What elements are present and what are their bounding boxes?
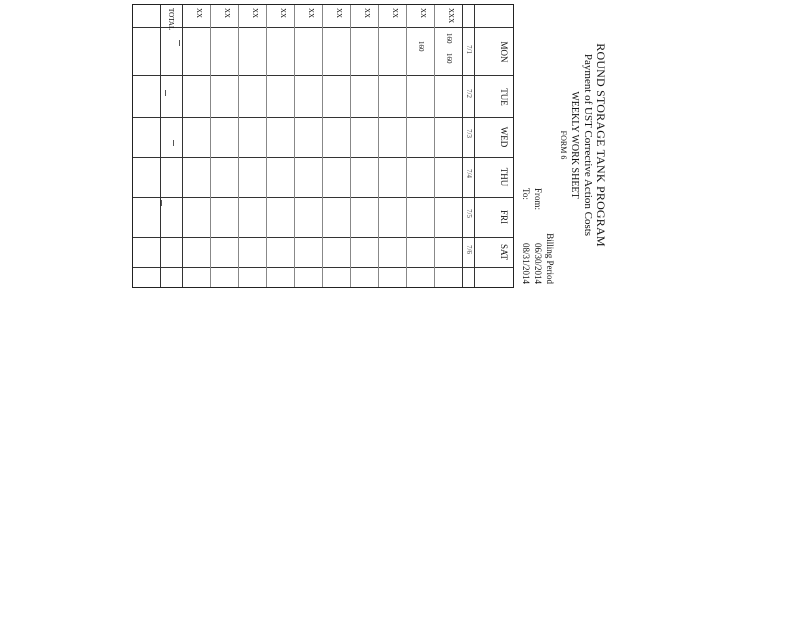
table-rule	[462, 5, 463, 287]
code-cell: XX	[279, 8, 287, 19]
column-header-fri: FRI	[499, 209, 509, 224]
table-rule	[322, 5, 323, 287]
code-cell: XX	[363, 8, 371, 19]
column-header-thu: THU	[499, 167, 509, 187]
table-rule	[238, 5, 239, 287]
date-cell: 7/3	[465, 129, 473, 138]
hours-entry: 160	[445, 53, 453, 64]
table-rule	[182, 5, 183, 287]
table-rule	[406, 5, 407, 287]
table-rule	[133, 117, 513, 118]
scan-mark	[165, 90, 166, 96]
document-page	[130, 0, 610, 290]
scan-mark	[161, 200, 162, 206]
table-rule	[133, 237, 513, 238]
program-title: ROUND STORAGE TANK PROGRAM	[594, 43, 608, 247]
code-cell: XX	[307, 8, 315, 19]
scan-mark	[179, 40, 180, 46]
billing-period-caption: Billing Period	[545, 233, 555, 284]
program-subtitle: Payment of UST Corrective Action Costs	[582, 53, 594, 237]
code-cell: XX	[195, 8, 203, 19]
scan-mark	[173, 140, 174, 146]
code-cell: XX	[335, 8, 343, 19]
code-cell: XX	[223, 8, 231, 19]
date-cell: 7/6	[465, 245, 473, 254]
column-header-wed: WED	[499, 126, 509, 148]
code-cell: XX	[251, 8, 259, 19]
table-rule	[133, 267, 513, 268]
date-cell: 7/1	[465, 45, 473, 54]
table-rule	[133, 75, 513, 76]
table-rule	[160, 5, 161, 287]
table-rule	[378, 5, 379, 287]
totals-label: TOTAL	[167, 8, 175, 31]
form-identifier: FORM 6	[559, 130, 568, 160]
scanned-document	[130, 0, 610, 290]
date-cell: 7/4	[465, 169, 473, 178]
table-rule	[266, 5, 267, 287]
table-rule	[210, 5, 211, 287]
table-rule	[133, 157, 513, 158]
table-rule	[133, 27, 513, 28]
column-header-mon: MON	[499, 41, 509, 63]
sheet-title: WEEKLY WORK SHEET	[569, 91, 580, 199]
billing-to-row	[520, 188, 532, 284]
weekly-work-table	[132, 4, 514, 288]
code-cell: XX	[419, 8, 427, 19]
column-header-sat: SAT	[499, 243, 509, 260]
hours-entry: 160	[445, 33, 453, 44]
billing-from-row	[532, 188, 544, 284]
billing-to-value: 08/31/2014	[521, 242, 531, 284]
table-rule	[350, 5, 351, 287]
code-cell: XXX	[447, 8, 455, 24]
billing-to-label: To:	[521, 188, 531, 200]
date-cell: 7/2	[465, 89, 473, 98]
table-rule	[434, 5, 435, 287]
date-cell: 7/5	[465, 209, 473, 218]
code-cell: XX	[391, 8, 399, 19]
hours-entry: 160	[417, 41, 425, 52]
billing-from-label: From:	[533, 188, 543, 211]
table-rule	[474, 5, 475, 287]
column-header-tue: TUE	[499, 88, 509, 106]
billing-period-block	[520, 188, 556, 284]
table-rule	[294, 5, 295, 287]
table-rule	[133, 197, 513, 198]
billing-from-value: 06/30/2014	[533, 242, 543, 284]
